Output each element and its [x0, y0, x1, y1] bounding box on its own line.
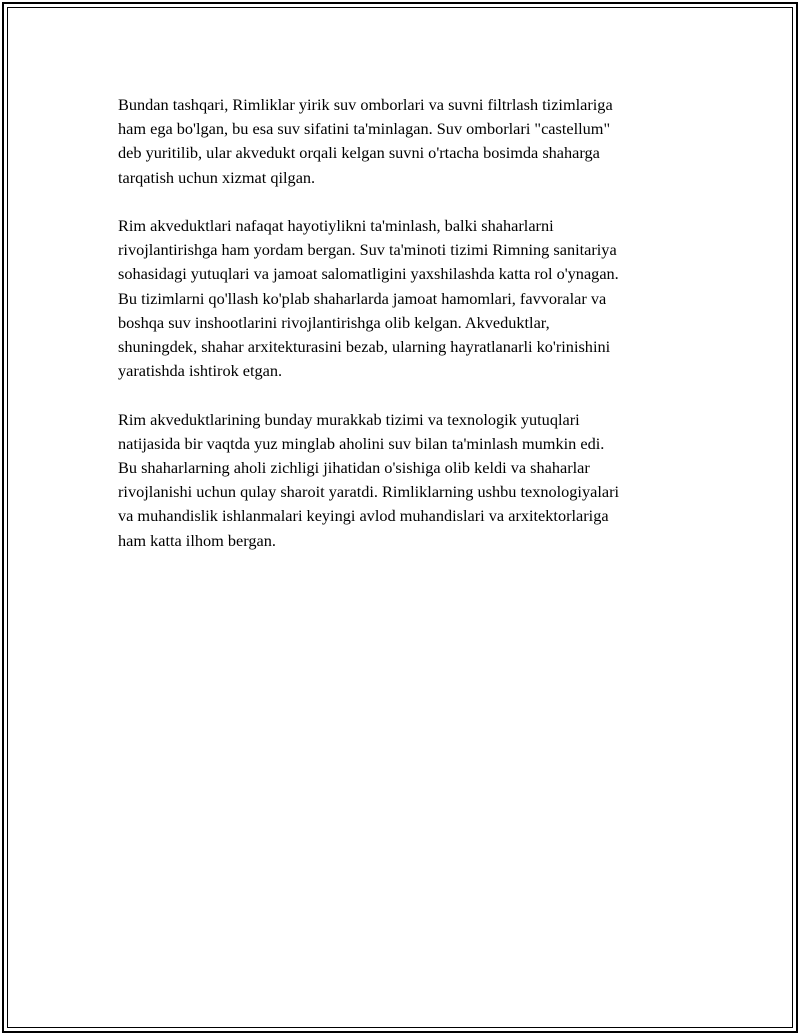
paragraph-3 [118, 408, 698, 553]
text-line: sohasidagi yutuqlari va jamoat salomatligini yaxshilashda katta rol o'ynagan. [118, 264, 619, 284]
text-line: rivojlantirishga ham yordam bergan. Suv ta'minoti tizimi Rimning sanitariya [118, 240, 617, 260]
text-line: deb yuritilib, ular akvedukt orqali kelgan suvni o'rtacha bosimda shaharga [118, 143, 600, 163]
text-line: boshqa suv inshootlarini rivojlantirishga olib kelgan. Akveduktlar, [118, 312, 550, 332]
paragraph-2 [118, 214, 698, 383]
text-line: Rim akveduktlari nafaqat hayotiylikni ta'minlash, balki shaharlarni [118, 216, 554, 235]
text-line: Bu shaharlarning aholi zichligi jihatidan o'sishiga olib keldi va shaharlar [118, 458, 590, 478]
text-line: rivojlanishi uchun qulay sharoit yaratdi. Rimliklarning ushbu texnologiyalari [118, 482, 620, 502]
text-line: Rim akveduktlarining bunday murakkab tizimi va texnologik yutuqlari [118, 409, 580, 429]
paragraph-1 [118, 93, 698, 190]
text-line: Bu tizimlarni qo'llash ko'plab shaharlarda jamoat hamomlari, favvoralar va [118, 288, 607, 308]
document-body [118, 93, 698, 577]
text-line: Bundan tashqari, Rimliklar yirik suv omborlari va suvni filtrlash tizimlariga [118, 95, 613, 114]
text-line: ham katta ilhom bergan. [118, 530, 276, 550]
text-line: natijasida bir vaqtda yuz minglab aholini suv bilan ta'minlash mumkin edi. [118, 433, 605, 453]
text-line: tarqatish uchun xizmat qilgan. [118, 167, 316, 187]
text-line: va muhandislik ishlanmalari keyingi avlod muhandislari va arxitektorlariga [118, 506, 609, 526]
text-line: shuningdek, shahar arxitekturasini bezab, ularning hayratlanarli ko'rinishini [118, 337, 611, 357]
text-line: yaratishda ishtirok etgan. [118, 361, 283, 381]
text-line: ham ega bo'lgan, bu esa suv sifatini ta'minlagan. Suv omborlari "castellum" [118, 119, 611, 139]
